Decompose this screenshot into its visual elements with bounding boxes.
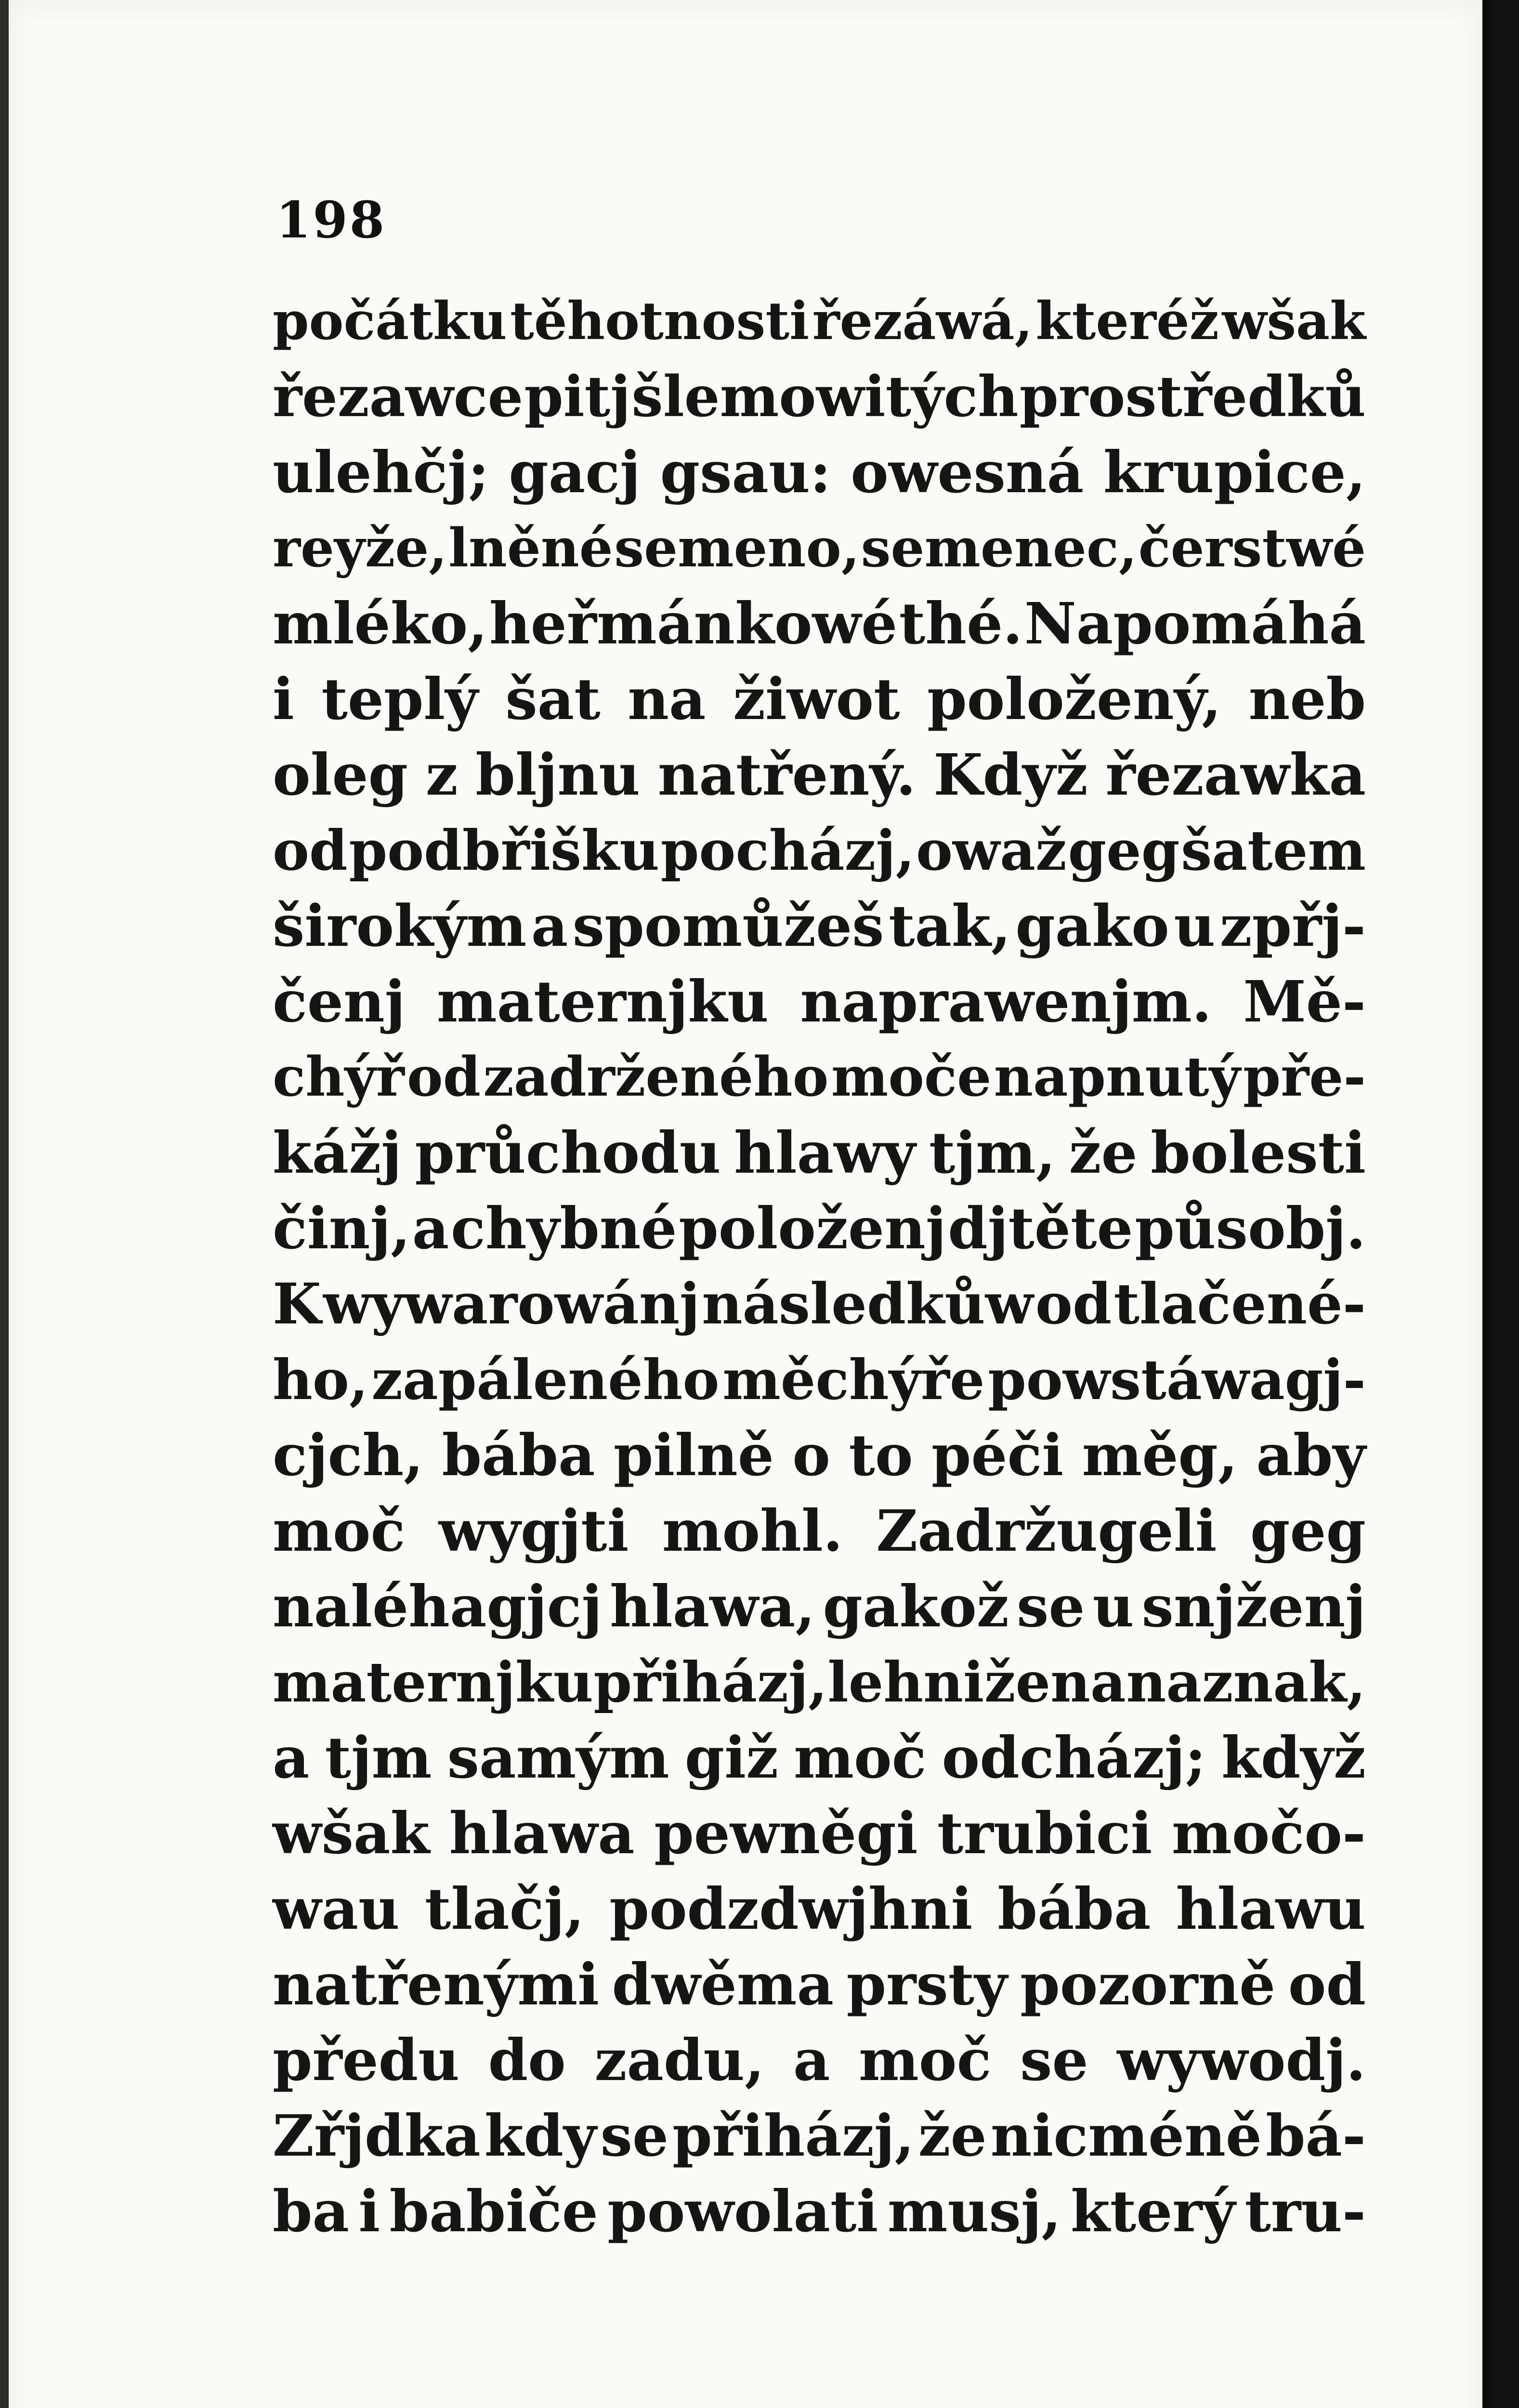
word: těhotnosti: [510, 291, 810, 352]
word: močo-: [1171, 1800, 1366, 1867]
word: tru-: [1244, 2178, 1366, 2245]
word: počátku: [273, 291, 507, 352]
word: na: [1126, 1650, 1202, 1714]
text-line: [273, 814, 1366, 890]
word: gsau:: [660, 439, 831, 506]
text-line: [273, 1495, 1366, 1570]
word: u: [1174, 892, 1216, 959]
word: powolati: [607, 2178, 878, 2245]
word: předu: [273, 2027, 460, 2094]
word: činj,: [273, 1195, 411, 1262]
word: pewněgi: [654, 1800, 918, 1867]
word: geg: [1068, 818, 1180, 883]
word: wau: [273, 1875, 400, 1942]
word: wywarowánj: [323, 1271, 700, 1337]
word: žena: [984, 1650, 1126, 1714]
word: semeno,: [614, 517, 860, 579]
word: položenj: [679, 1195, 946, 1262]
text-line: [273, 1570, 1366, 1646]
word: geg: [1250, 1497, 1366, 1564]
word: pozorně: [1020, 1951, 1276, 2018]
book-page: [9, 0, 1482, 2408]
word: tjm,: [929, 1119, 1056, 1186]
word: to: [849, 1422, 913, 1489]
word: se: [1017, 1573, 1085, 1640]
word: řezawce: [273, 364, 524, 430]
word: dwěma: [612, 1951, 834, 2018]
word: spomůžeš: [572, 892, 884, 959]
word: napnutý: [994, 1046, 1241, 1109]
word: giž: [684, 1724, 779, 1791]
text-line: [273, 739, 1366, 814]
word: maternjku: [436, 968, 769, 1035]
text-line: [273, 1873, 1366, 1949]
word: maternjku: [273, 1650, 593, 1714]
body-text: [273, 285, 1366, 2251]
word: tlačj,: [424, 1875, 585, 1942]
word: moče: [831, 1046, 992, 1109]
word: se: [600, 2102, 669, 2169]
word: hlawu: [1176, 1875, 1366, 1942]
word: čenj: [273, 968, 406, 1035]
word: chybné: [451, 1195, 677, 1262]
text-line: [273, 1797, 1366, 1873]
text-line: [273, 2175, 1366, 2251]
word: šat: [505, 666, 601, 733]
word: ba: [273, 2178, 349, 2245]
text-line: [273, 512, 1366, 588]
word: prsty: [846, 1951, 1008, 2018]
page-number: 198: [276, 190, 387, 249]
word: zpřj-: [1219, 892, 1366, 959]
text-line: [273, 1268, 1366, 1344]
word: a: [793, 2027, 830, 2094]
word: zadu,: [594, 2027, 765, 2094]
text-line: [273, 361, 1366, 436]
word: ho,: [273, 1348, 368, 1412]
word: pitj: [524, 364, 631, 430]
text-line: [273, 436, 1366, 512]
text-line: [273, 1646, 1366, 1722]
word: položený,: [927, 666, 1222, 733]
word: musj,: [887, 2178, 1061, 2245]
word: Zřjdka: [273, 2102, 481, 2169]
word: i: [358, 2178, 380, 2245]
text-line: [273, 1117, 1366, 1192]
word: řezáwá,: [812, 291, 1033, 352]
word: měchýře: [722, 1348, 985, 1412]
word: heřmánkowé: [489, 590, 898, 657]
word: aby: [1256, 1422, 1366, 1489]
scan-border-right: [1491, 0, 1519, 2408]
word: wšak: [1222, 291, 1366, 352]
word: natřený.: [657, 741, 916, 808]
word: od: [273, 818, 348, 883]
word: reyže,: [273, 517, 447, 579]
word: od: [1288, 1951, 1366, 2018]
text-line: [273, 1722, 1366, 1797]
word: moč: [859, 2027, 992, 2094]
word: tak,: [889, 892, 1011, 959]
word: mohl.: [662, 1497, 843, 1564]
text-line: [273, 2100, 1366, 2175]
word: Napomáhá: [1024, 590, 1366, 657]
word: péči: [931, 1422, 1064, 1489]
word: bljnu: [475, 741, 641, 808]
text-line: [273, 1041, 1366, 1117]
word: čerstwé: [1138, 517, 1366, 579]
word: přiházj,: [593, 1650, 827, 1714]
word: pře-: [1243, 1046, 1366, 1109]
word: od: [1035, 1271, 1112, 1337]
word: kdy: [484, 2102, 597, 2169]
word: semenec,: [861, 517, 1138, 579]
text-line: [273, 890, 1366, 966]
word: i: [273, 666, 294, 733]
word: powstáwagj-: [988, 1348, 1366, 1412]
word: pocházj,: [660, 818, 915, 883]
word: bá-: [1266, 2102, 1366, 2169]
word: který: [1071, 2178, 1236, 2245]
word: když: [1221, 1724, 1366, 1791]
word: kážj: [273, 1119, 402, 1186]
word: owesná: [851, 439, 1084, 506]
text-line: [273, 663, 1366, 739]
word: wygjti: [438, 1497, 629, 1564]
word: Zadržugeli: [876, 1497, 1217, 1564]
word: a: [273, 1724, 310, 1791]
word: moč: [794, 1724, 927, 1791]
word: djtěte: [948, 1195, 1133, 1262]
word: hlawa,: [610, 1573, 815, 1640]
word: moč: [273, 1497, 406, 1564]
word: tlačené-: [1113, 1271, 1366, 1337]
word: zadrženého: [483, 1046, 829, 1109]
word: babiče: [389, 2178, 598, 2245]
text-line: [273, 1949, 1366, 2024]
word: lněné: [448, 517, 613, 579]
word: že: [1069, 1119, 1138, 1186]
word: průchodu: [415, 1119, 721, 1186]
word: natřenými: [273, 1951, 600, 2018]
text-line: [273, 1344, 1366, 1419]
word: u: [1092, 1573, 1134, 1640]
text-line: [273, 285, 1366, 361]
word: že: [918, 2102, 987, 2169]
word: měg,: [1082, 1422, 1238, 1489]
text-line: [273, 588, 1366, 663]
word: širokým: [273, 892, 527, 959]
text-line: [273, 1192, 1366, 1268]
word: wywodj.: [1117, 2027, 1366, 2094]
word: teplý: [321, 666, 478, 733]
word: lehni: [827, 1650, 984, 1714]
word: hlawa: [449, 1800, 635, 1867]
text-line: [273, 1419, 1366, 1495]
word: žiwot: [733, 666, 900, 733]
word: cjch,: [273, 1422, 424, 1489]
word: gacj: [509, 439, 641, 506]
word: ulehčj;: [273, 439, 489, 506]
word: neb: [1248, 666, 1366, 733]
word: Mě-: [1243, 968, 1366, 1035]
word: Když: [933, 741, 1088, 808]
word: nicméně: [990, 2102, 1262, 2169]
word: z: [425, 741, 458, 808]
word: oleg: [273, 741, 408, 808]
word: K: [273, 1271, 321, 1337]
word: od: [406, 1046, 481, 1109]
word: samým: [447, 1724, 669, 1791]
word: thé.: [899, 590, 1023, 657]
word: bába: [442, 1422, 595, 1489]
word: krupice,: [1103, 439, 1366, 506]
word: šlemowitých: [631, 364, 1019, 430]
word: prostředků: [1019, 364, 1366, 430]
word: přiházj,: [672, 2102, 915, 2169]
word: trubici: [937, 1800, 1152, 1867]
word: řezawka: [1105, 741, 1366, 808]
word: se: [1020, 2027, 1088, 2094]
word: a: [412, 1195, 449, 1262]
word: působj.: [1135, 1195, 1366, 1262]
word: podbřišku: [349, 818, 660, 883]
word: na: [628, 666, 706, 733]
word: pilně: [613, 1422, 774, 1489]
word: naléhagjcj: [273, 1573, 602, 1640]
word: bolesti: [1151, 1119, 1366, 1186]
word: bába: [997, 1875, 1151, 1942]
word: zapáleného: [371, 1348, 720, 1412]
word: o: [792, 1422, 830, 1489]
word: do: [488, 2027, 566, 2094]
word: owaž: [916, 818, 1067, 883]
word: mléko,: [273, 590, 488, 657]
word: gakož: [823, 1573, 1009, 1640]
word: naprawenjm.: [800, 968, 1212, 1035]
word: šatem: [1181, 818, 1366, 883]
word: odcházj;: [942, 1724, 1206, 1791]
text-line: [273, 966, 1366, 1041]
word: následkůw: [702, 1271, 1034, 1337]
word: hlawy: [734, 1119, 916, 1186]
word: a: [531, 892, 568, 959]
word: znak,: [1202, 1650, 1366, 1714]
word: tjm: [325, 1724, 432, 1791]
word: snjženj: [1141, 1573, 1366, 1640]
word: gako: [1015, 892, 1169, 959]
word: podzdwjhni: [609, 1875, 973, 1942]
word: wšak: [273, 1800, 430, 1867]
word: chýř: [273, 1046, 405, 1109]
text-line: [273, 2024, 1366, 2100]
word: kteréž: [1035, 291, 1219, 352]
